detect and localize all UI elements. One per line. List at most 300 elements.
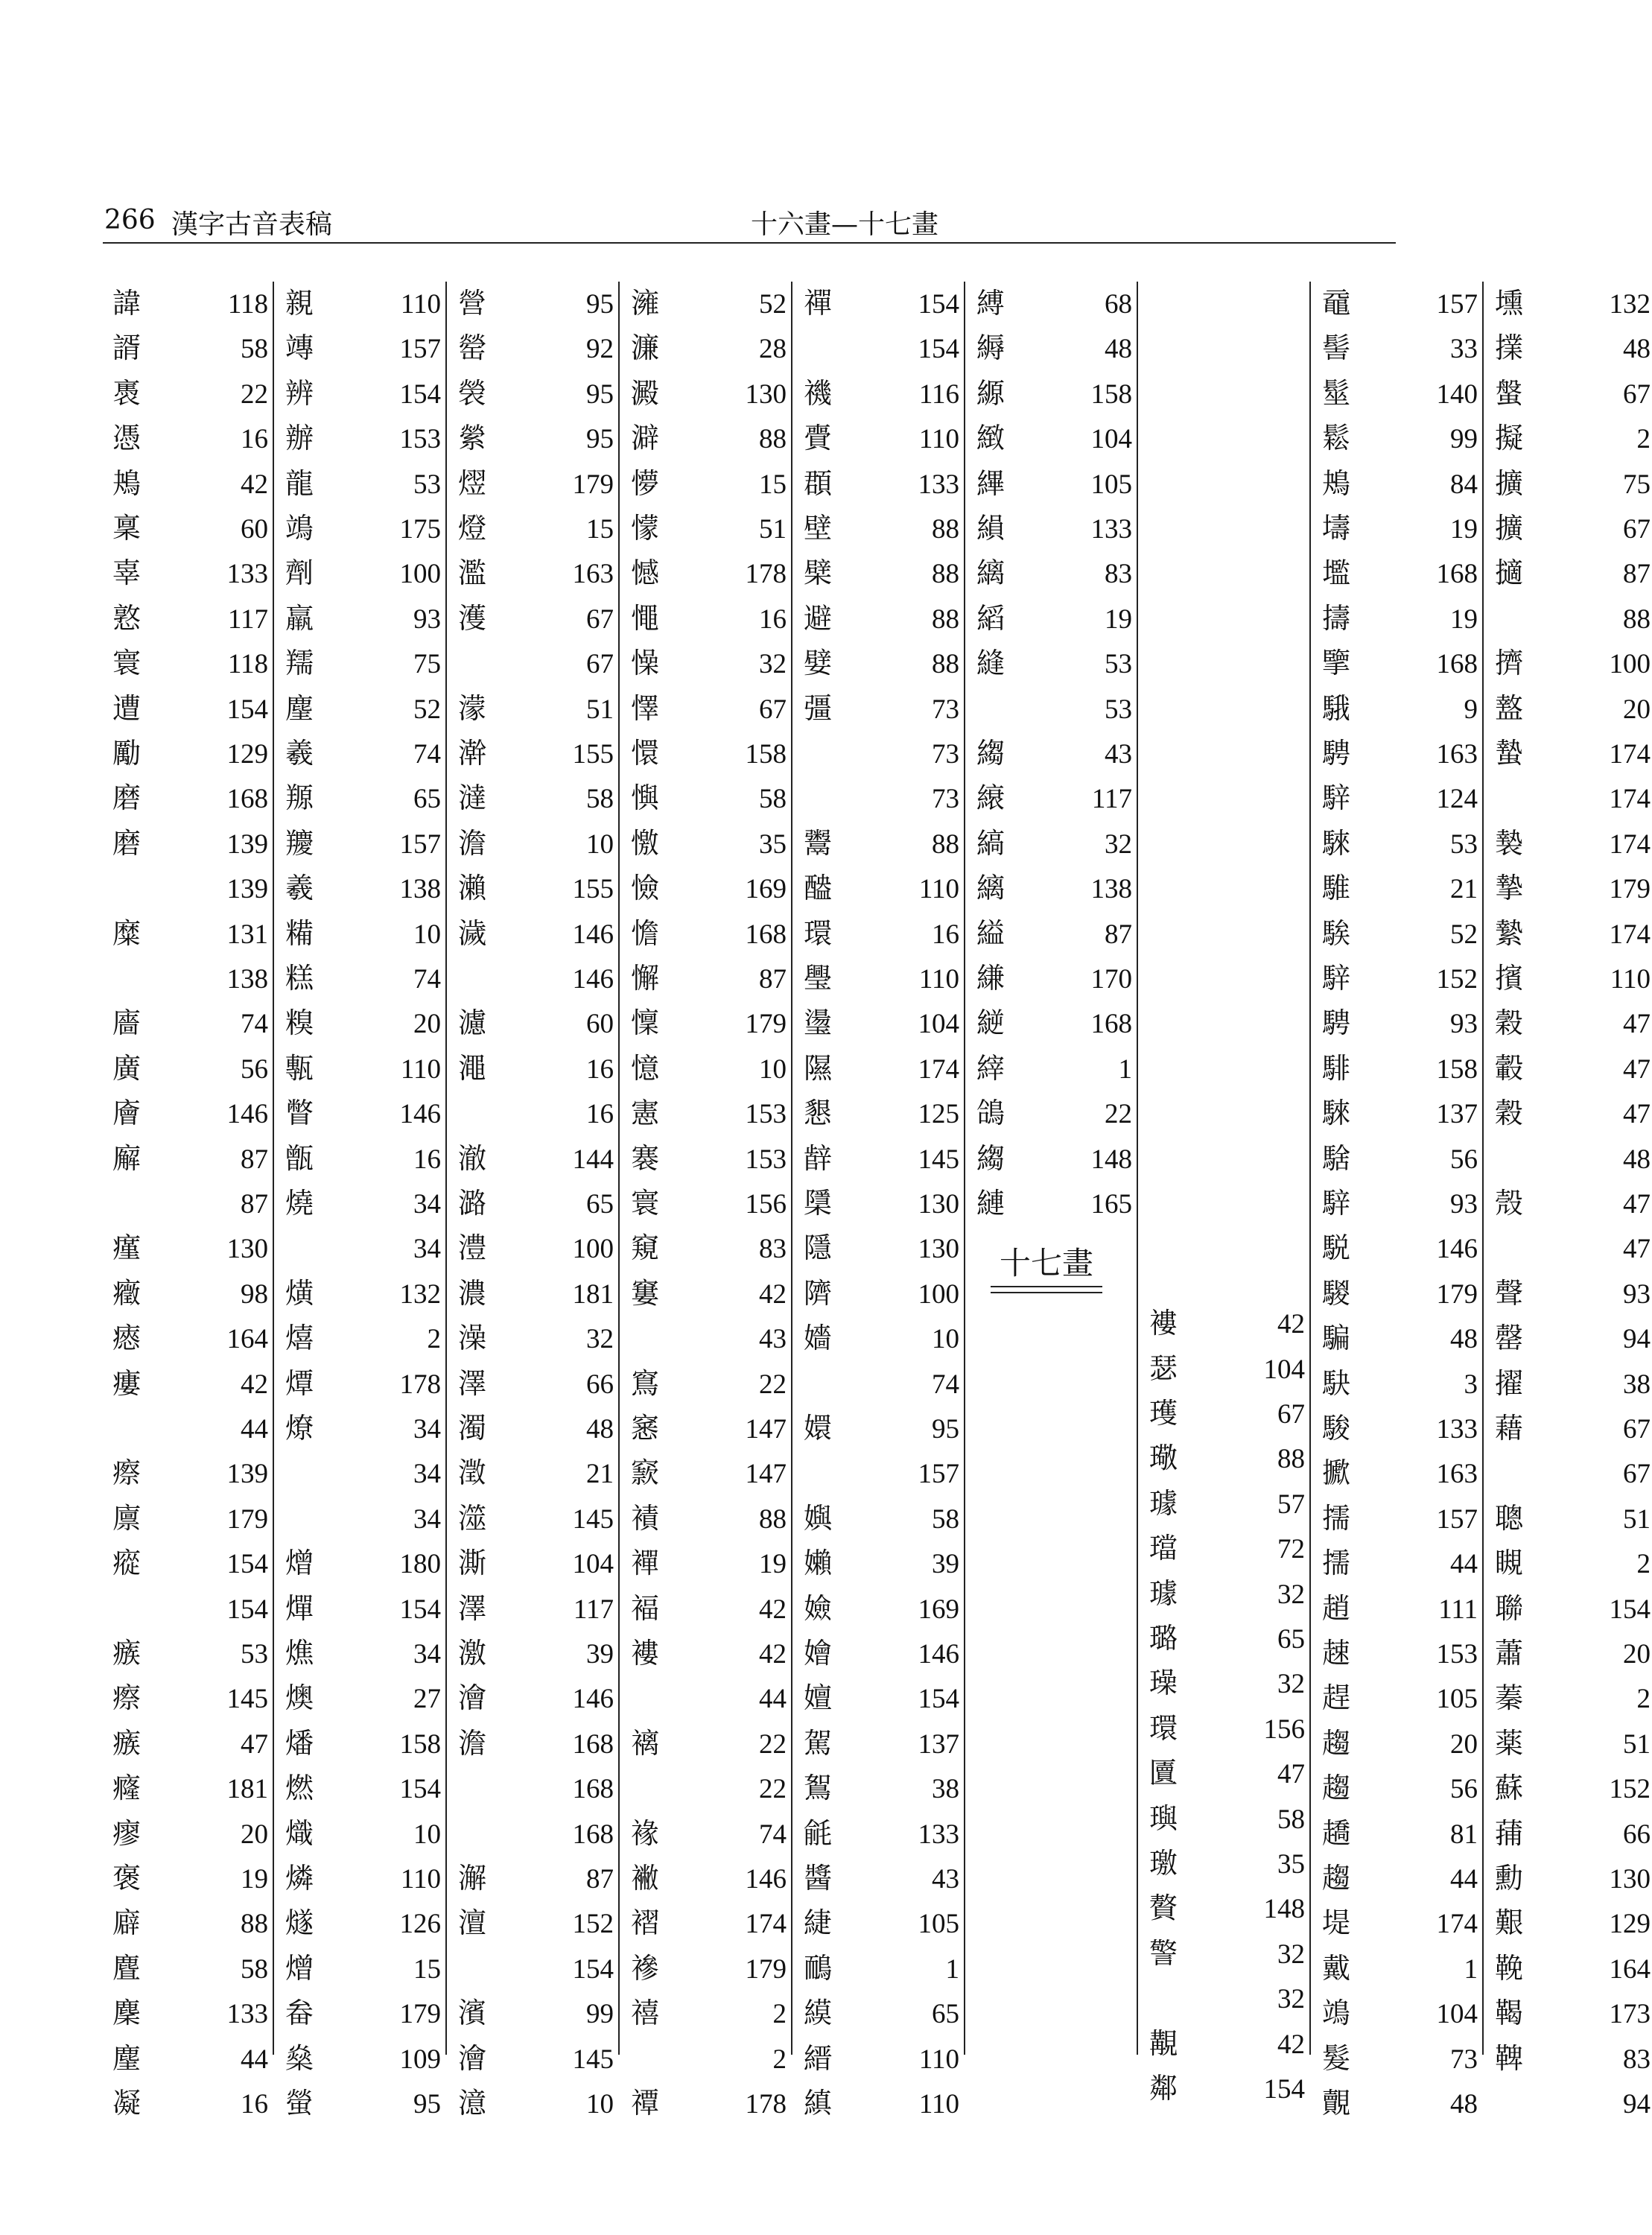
head-character: 褵 bbox=[630, 1726, 659, 1760]
index-entry bbox=[450, 1091, 615, 1135]
head-character: 辪 bbox=[803, 1141, 832, 1175]
index-entry bbox=[1487, 1226, 1652, 1269]
head-character: 嬩 bbox=[803, 1501, 832, 1535]
rhyme-group-number: 47 bbox=[1623, 1053, 1651, 1085]
index-entry bbox=[1487, 462, 1652, 505]
index-entry bbox=[968, 462, 1134, 505]
head-character: 澮 bbox=[457, 2041, 486, 2075]
index-entry bbox=[1314, 957, 1479, 1000]
rhyme-group-number: 87 bbox=[1623, 559, 1651, 590]
rhyme-group-number: 138 bbox=[399, 874, 441, 905]
rhyme-group-number: 132 bbox=[1609, 289, 1651, 320]
rhyme-group-number: 181 bbox=[226, 1774, 268, 1805]
index-entry bbox=[450, 1137, 615, 1180]
index-entry bbox=[450, 1407, 615, 1450]
head-character: 螢 bbox=[285, 2087, 314, 2120]
index-entry bbox=[623, 462, 788, 505]
head-character: 瘽 bbox=[112, 1231, 141, 1265]
index-entry bbox=[623, 597, 788, 640]
index-entry bbox=[104, 1316, 270, 1360]
index-entry bbox=[1487, 1047, 1652, 1090]
index-entry bbox=[104, 326, 270, 370]
head-character: 縡 bbox=[976, 1051, 1005, 1085]
rhyme-group-number: 111 bbox=[1438, 1594, 1478, 1625]
column-divider bbox=[445, 282, 447, 2055]
rhyme-group-number: 47 bbox=[1623, 1099, 1651, 1130]
index-entry bbox=[1141, 1751, 1306, 1795]
head-character: 髮 bbox=[1321, 2041, 1350, 2075]
index-entry bbox=[277, 1272, 442, 1315]
index-entry bbox=[795, 1632, 961, 1675]
rhyme-group-number: 21 bbox=[1450, 874, 1478, 905]
rhyme-group-number: 139 bbox=[226, 1459, 268, 1490]
rhyme-group-number: 88 bbox=[932, 559, 959, 590]
rhyme-group-number: 47 bbox=[241, 1728, 268, 1760]
index-entry bbox=[795, 1316, 961, 1360]
rhyme-group-number: 52 bbox=[1450, 919, 1478, 950]
head-character: 縑 bbox=[976, 962, 1005, 995]
head-character: 騙 bbox=[1321, 1322, 1350, 1355]
index-entry bbox=[1487, 1362, 1652, 1405]
head-character: 罄 bbox=[1494, 1322, 1523, 1355]
column-divider bbox=[1137, 282, 1138, 2055]
rhyme-group-number: 53 bbox=[413, 469, 441, 500]
index-entry bbox=[1487, 1001, 1652, 1044]
head-character: 縓 bbox=[976, 376, 1005, 410]
index-entry bbox=[795, 1272, 961, 1315]
index-entry bbox=[1314, 1766, 1479, 1810]
index-entry bbox=[1487, 641, 1652, 685]
head-character: 遭 bbox=[112, 691, 141, 725]
head-character: 襌 bbox=[630, 1547, 659, 1580]
index-entry bbox=[1141, 1976, 1306, 2020]
rhyme-group-number: 178 bbox=[745, 559, 787, 590]
head-character: 瘵 bbox=[112, 1681, 141, 1715]
head-character: 毹 bbox=[803, 1816, 832, 1850]
head-character: 鴗 bbox=[1321, 1997, 1350, 2030]
rhyme-group-number: 56 bbox=[241, 1053, 268, 1085]
head-character: 蘇 bbox=[1494, 1772, 1523, 1805]
index-entry bbox=[795, 1362, 961, 1405]
rhyme-group-number: 51 bbox=[1623, 1728, 1651, 1760]
index-entry bbox=[968, 866, 1134, 910]
rhyme-group-number: 157 bbox=[399, 828, 441, 860]
head-character: 緁 bbox=[803, 1906, 832, 1940]
rhyme-group-number: 104 bbox=[1263, 1354, 1305, 1385]
head-character: 螌 bbox=[1494, 376, 1523, 410]
index-entry bbox=[277, 551, 442, 595]
head-character: 蟄 bbox=[1494, 737, 1523, 770]
index-entry bbox=[450, 1047, 615, 1090]
index-entry bbox=[1487, 1947, 1652, 1990]
index-entry bbox=[1487, 1901, 1652, 1944]
rhyme-group-number: 168 bbox=[1436, 649, 1478, 680]
index-entry bbox=[623, 912, 788, 955]
index-entry bbox=[795, 1901, 961, 1944]
rhyme-group-number: 146 bbox=[572, 919, 614, 950]
rhyme-group-number: 44 bbox=[1450, 1549, 1478, 1580]
head-character: 襀 bbox=[630, 1501, 659, 1535]
rhyme-group-number: 175 bbox=[399, 514, 441, 545]
head-character: 潞 bbox=[457, 1187, 486, 1220]
rhyme-group-number: 65 bbox=[932, 1999, 959, 2030]
head-character: 鬆 bbox=[1321, 422, 1350, 455]
index-entry bbox=[277, 282, 442, 325]
index-entry bbox=[623, 1991, 788, 2035]
head-character: 擬 bbox=[1494, 422, 1523, 455]
index-entry bbox=[104, 1001, 270, 1044]
rhyme-group-number: 43 bbox=[1105, 739, 1132, 770]
page-header bbox=[104, 197, 1393, 242]
rhyme-group-number: 16 bbox=[413, 1144, 441, 1175]
index-entry bbox=[623, 1497, 788, 1540]
head-character: 勵 bbox=[112, 737, 141, 770]
rhyme-group-number: 95 bbox=[586, 424, 614, 455]
rhyme-group-number: 110 bbox=[918, 964, 959, 995]
index-entry bbox=[968, 957, 1134, 1000]
rhyme-group-number: 9 bbox=[1464, 694, 1478, 725]
rhyme-group-number: 48 bbox=[1450, 1324, 1478, 1355]
index-entry bbox=[450, 2037, 615, 2080]
head-character: 澮 bbox=[457, 1681, 486, 1715]
rhyme-group-number: 74 bbox=[413, 739, 441, 770]
rhyme-group-number: 44 bbox=[241, 2044, 268, 2075]
rhyme-group-number: 154 bbox=[572, 1953, 614, 1985]
rhyme-group-number: 155 bbox=[572, 739, 614, 770]
head-character: 褮 bbox=[457, 376, 486, 410]
index-entry bbox=[277, 957, 442, 1000]
index-entry bbox=[623, 866, 788, 910]
rhyme-group-number: 154 bbox=[399, 1774, 441, 1805]
index-entry bbox=[450, 1182, 615, 1225]
head-character: 凝 bbox=[112, 2087, 141, 2120]
head-character: 縟 bbox=[976, 332, 1005, 365]
rhyme-group-number: 58 bbox=[1277, 1804, 1305, 1835]
index-entry bbox=[277, 2082, 442, 2125]
head-character: 縜 bbox=[976, 512, 1005, 545]
rhyme-group-number: 153 bbox=[1436, 1639, 1478, 1670]
index-entry bbox=[104, 416, 270, 460]
rhyme-group-number: 83 bbox=[759, 1234, 787, 1265]
rhyme-group-number: 34 bbox=[413, 1414, 441, 1445]
head-character: 趨 bbox=[1321, 1862, 1350, 1895]
index-entry bbox=[277, 326, 442, 370]
rhyme-group-number: 88 bbox=[932, 649, 959, 680]
index-entry bbox=[1141, 1527, 1306, 1570]
head-character: 瘯 bbox=[112, 1637, 141, 1670]
rhyme-group-number: 154 bbox=[1263, 2074, 1305, 2105]
head-character: 彊 bbox=[803, 691, 832, 725]
index-entry bbox=[277, 1137, 442, 1180]
index-entry bbox=[450, 1226, 615, 1269]
index-entry bbox=[277, 1541, 442, 1585]
head-character: 澹 bbox=[457, 826, 486, 860]
rhyme-group-number: 105 bbox=[1436, 1684, 1478, 1715]
index-entry bbox=[795, 732, 961, 775]
index-entry bbox=[104, 1812, 270, 1855]
head-character: 褺 bbox=[1494, 826, 1523, 860]
index-entry bbox=[623, 1451, 788, 1494]
rhyme-group-number: 100 bbox=[918, 1278, 959, 1310]
rhyme-group-number: 116 bbox=[918, 378, 959, 410]
rhyme-group-number: 146 bbox=[918, 1639, 959, 1670]
rhyme-group-number: 53 bbox=[1450, 828, 1478, 860]
rhyme-group-number: 154 bbox=[399, 1594, 441, 1625]
index-entry bbox=[1487, 2037, 1652, 2080]
head-character: 禧 bbox=[630, 1997, 659, 2030]
header-rule bbox=[103, 242, 1396, 244]
head-character: 燀 bbox=[285, 1591, 314, 1625]
head-character: 縌 bbox=[976, 1006, 1005, 1040]
head-character: 擴 bbox=[1494, 466, 1523, 500]
index-entry bbox=[1314, 1407, 1479, 1450]
rhyme-group-number: 156 bbox=[1263, 1714, 1305, 1745]
index-entry bbox=[795, 1001, 961, 1044]
index-entry bbox=[968, 507, 1134, 550]
rhyme-group-number: 130 bbox=[918, 1234, 959, 1265]
rhyme-group-number: 28 bbox=[759, 334, 787, 365]
rhyme-group-number: 178 bbox=[399, 1369, 441, 1400]
rhyme-group-number: 34 bbox=[413, 1639, 441, 1670]
rhyme-group-number: 88 bbox=[241, 1909, 268, 1940]
head-character: 澹 bbox=[457, 1726, 486, 1760]
column-divider bbox=[618, 282, 620, 2055]
rhyme-group-number: 168 bbox=[572, 1819, 614, 1850]
index-entry bbox=[104, 1272, 270, 1315]
head-character: 鴿 bbox=[976, 1097, 1005, 1130]
index-entry bbox=[450, 551, 615, 595]
head-character: 懈 bbox=[630, 962, 659, 995]
rhyme-group-number: 148 bbox=[1090, 1144, 1132, 1175]
head-character: 懌 bbox=[630, 691, 659, 725]
index-entry bbox=[104, 1947, 270, 1990]
rhyme-group-number: 10 bbox=[413, 919, 441, 950]
rhyme-group-number: 154 bbox=[226, 694, 268, 725]
index-entry bbox=[104, 1541, 270, 1585]
head-character: 堤 bbox=[1321, 1906, 1350, 1940]
rhyme-group-number: 48 bbox=[1105, 334, 1132, 365]
head-character: 醬 bbox=[803, 1862, 832, 1895]
head-character: 憴 bbox=[630, 601, 659, 635]
head-character: 糕 bbox=[285, 962, 314, 995]
head-character: 縭 bbox=[976, 557, 1005, 590]
rhyme-group-number: 73 bbox=[1450, 2044, 1478, 2075]
rhyme-group-number: 32 bbox=[586, 1324, 614, 1355]
index-entry bbox=[104, 1497, 270, 1540]
head-character: 澥 bbox=[457, 1862, 486, 1895]
head-character: 嬗 bbox=[803, 1681, 832, 1715]
rhyme-group-number: 133 bbox=[918, 469, 959, 500]
index-entry bbox=[1314, 866, 1479, 910]
head-character: 鞔 bbox=[1494, 1951, 1523, 1985]
index-entry bbox=[623, 551, 788, 595]
head-character: 璐 bbox=[1149, 1622, 1178, 1655]
head-character: 戴 bbox=[1321, 1951, 1350, 1985]
head-character: 縛 bbox=[976, 287, 1005, 320]
index-entry bbox=[1487, 1676, 1652, 1719]
head-character: 辜 bbox=[112, 557, 141, 590]
rhyme-group-number: 73 bbox=[932, 739, 959, 770]
head-character: 濱 bbox=[457, 1997, 486, 2030]
rhyme-group-number: 154 bbox=[226, 1594, 268, 1625]
head-character: 懜 bbox=[630, 466, 659, 500]
head-character: 縈 bbox=[457, 422, 486, 455]
index-entry bbox=[277, 912, 442, 955]
rhyme-group-number: 137 bbox=[918, 1728, 959, 1760]
rhyme-group-number: 146 bbox=[745, 1864, 787, 1895]
index-entry bbox=[623, 1226, 788, 1269]
rhyme-group-number: 92 bbox=[586, 334, 614, 365]
rhyme-group-number: 58 bbox=[586, 784, 614, 815]
rhyme-group-number: 98 bbox=[241, 1278, 268, 1310]
index-entry bbox=[1141, 2022, 1306, 2065]
rhyme-group-number: 51 bbox=[1623, 1503, 1651, 1535]
index-entry bbox=[1487, 1091, 1652, 1135]
rhyme-group-number: 38 bbox=[932, 1774, 959, 1805]
index-entry bbox=[1314, 2037, 1479, 2080]
head-character: 壏 bbox=[1321, 557, 1350, 590]
index-entry bbox=[1487, 1632, 1652, 1675]
head-character: 瘻 bbox=[112, 1366, 141, 1400]
rhyme-group-number: 20 bbox=[1623, 694, 1651, 725]
rhyme-group-number: 133 bbox=[1436, 1414, 1478, 1445]
rhyme-group-number: 67 bbox=[1623, 1414, 1651, 1445]
index-entry bbox=[277, 1947, 442, 1990]
head-character: 騇 bbox=[1321, 1141, 1350, 1175]
rhyme-group-number: 73 bbox=[932, 694, 959, 725]
rhyme-group-number: 104 bbox=[918, 1009, 959, 1040]
head-character: 蕭 bbox=[1494, 1637, 1523, 1670]
rhyme-group-number: 93 bbox=[1623, 1278, 1651, 1310]
index-entry bbox=[104, 866, 270, 910]
rhyme-group-number: 178 bbox=[745, 2089, 787, 2120]
rhyme-group-number: 48 bbox=[1450, 2089, 1478, 2120]
index-entry bbox=[450, 462, 615, 505]
rhyme-group-number: 15 bbox=[413, 1953, 441, 1985]
index-entry bbox=[795, 1091, 961, 1135]
head-character: 濊 bbox=[457, 916, 486, 950]
index-entry bbox=[1487, 1812, 1652, 1855]
rhyme-group-number: 153 bbox=[745, 1099, 787, 1130]
index-entry bbox=[104, 1182, 270, 1225]
index-entry bbox=[450, 1676, 615, 1719]
head-character: 蓁 bbox=[1494, 1681, 1523, 1715]
head-character: 趨 bbox=[1321, 1726, 1350, 1760]
index-entry bbox=[1314, 416, 1479, 460]
rhyme-group-number: 130 bbox=[226, 1234, 268, 1265]
index-entry bbox=[1141, 2067, 1306, 2110]
head-character: 穀 bbox=[1494, 1006, 1523, 1040]
index-entry bbox=[277, 2037, 442, 2080]
rhyme-group-number: 67 bbox=[586, 649, 614, 680]
index-entry bbox=[1314, 1676, 1479, 1719]
index-entry bbox=[1487, 1272, 1652, 1315]
index-entry bbox=[623, 1272, 788, 1315]
index-entry bbox=[795, 551, 961, 595]
rhyme-group-number: 145 bbox=[572, 2044, 614, 2075]
head-character: 窵 bbox=[630, 1366, 659, 1400]
index-entry bbox=[450, 1901, 615, 1944]
head-character: 髽 bbox=[1321, 376, 1350, 410]
head-character: 廥 bbox=[112, 1097, 141, 1130]
index-entry bbox=[277, 1001, 442, 1044]
rhyme-group-number: 104 bbox=[572, 1549, 614, 1580]
index-entry bbox=[277, 1676, 442, 1719]
index-entry bbox=[104, 1407, 270, 1450]
index-entry bbox=[1487, 1316, 1652, 1360]
index-entry bbox=[623, 326, 788, 370]
rhyme-group-number: 179 bbox=[1436, 1278, 1478, 1310]
head-character: 瞥 bbox=[285, 1097, 314, 1130]
rhyme-group-number: 132 bbox=[399, 1278, 441, 1310]
index-entry bbox=[623, 1901, 788, 1944]
index-entry bbox=[1487, 687, 1652, 730]
rhyme-group-number: 157 bbox=[1436, 1503, 1478, 1535]
rhyme-group-number: 118 bbox=[227, 289, 268, 320]
index-entry bbox=[1141, 1436, 1306, 1480]
index-entry bbox=[1314, 507, 1479, 550]
index-entry bbox=[1141, 1707, 1306, 1750]
head-character: 縊 bbox=[976, 916, 1005, 950]
head-character: 縐 bbox=[976, 1141, 1005, 1175]
index-entry bbox=[277, 1182, 442, 1225]
head-character: 澨 bbox=[457, 1501, 486, 1535]
rhyme-group-number: 2 bbox=[427, 1324, 441, 1355]
rhyme-group-number: 72 bbox=[1277, 1534, 1305, 1565]
head-character: 廪 bbox=[112, 1501, 141, 1535]
rhyme-group-number: 144 bbox=[572, 1144, 614, 1175]
index-entry bbox=[104, 1226, 270, 1269]
index-entry bbox=[1487, 1137, 1652, 1180]
head-character: 嬾 bbox=[803, 1547, 832, 1580]
rhyme-group-number: 16 bbox=[586, 1099, 614, 1130]
head-character: 羲 bbox=[285, 737, 314, 770]
index-entry bbox=[1314, 1857, 1479, 1900]
column-divider bbox=[964, 282, 965, 2055]
index-entry bbox=[277, 1722, 442, 1765]
section-heading bbox=[991, 1241, 1102, 1287]
index-entry bbox=[968, 1001, 1134, 1044]
rhyme-group-number: 104 bbox=[1436, 1999, 1478, 2030]
head-character: 澼 bbox=[630, 422, 659, 455]
rhyme-group-number: 3 bbox=[1464, 1369, 1478, 1400]
index-entry bbox=[277, 1587, 442, 1630]
head-character: 罃 bbox=[457, 332, 486, 365]
head-character: 諝 bbox=[112, 332, 141, 365]
head-character: 澡 bbox=[457, 1322, 486, 1355]
index-entry bbox=[450, 957, 615, 1000]
index-entry bbox=[450, 687, 615, 730]
index-entry bbox=[104, 1047, 270, 1090]
index-entry bbox=[104, 1857, 270, 1900]
index-entry bbox=[450, 1766, 615, 1810]
rhyme-group-number: 43 bbox=[932, 1864, 959, 1895]
rhyme-group-number: 87 bbox=[759, 964, 787, 995]
index-entry bbox=[277, 822, 442, 865]
index-entry bbox=[450, 1362, 615, 1405]
rhyme-group-number: 110 bbox=[1610, 964, 1651, 995]
index-entry bbox=[1487, 597, 1652, 640]
head-character: 禪 bbox=[803, 287, 832, 320]
head-character: 羱 bbox=[285, 782, 314, 815]
rhyme-group-number: 148 bbox=[1263, 1894, 1305, 1925]
rhyme-group-number: 117 bbox=[227, 603, 268, 635]
index-entry bbox=[277, 1632, 442, 1675]
head-character: 殼 bbox=[1494, 1187, 1523, 1220]
head-character: 璪 bbox=[1149, 1667, 1178, 1700]
rhyme-group-number: 88 bbox=[932, 603, 959, 635]
index-entry bbox=[795, 1722, 961, 1765]
